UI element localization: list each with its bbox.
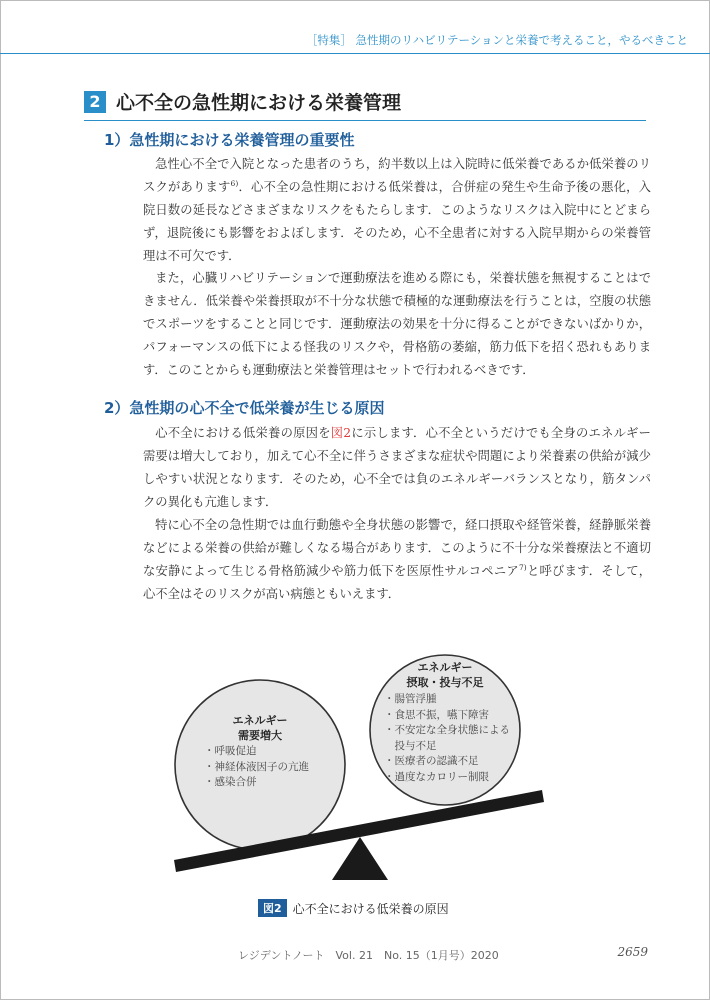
page-number: 2659: [617, 945, 648, 959]
paragraph-1-text-a: 急性心不全で入院となった患者のうち，約半数以上は入院時に低栄養であるか低栄養のリスクがあります: [143, 157, 651, 194]
intake-item: ・不安定な全身状態による: [384, 724, 510, 736]
paragraph-1-text-b: ．心不全の急性期における低栄養は，合併症の発生や生命予後の悪化，入院日数の延長などさまざまなリスクをもたらします．このようなリスクは入院中にとどまらず，退院後にも影響をおよぼします．そのため，心不全患者に対する入院早期からの栄養管理は不可欠です．: [143, 179, 651, 263]
citation-7: 7): [518, 562, 527, 572]
demand-title: [220, 713, 300, 743]
figure-number-badge: 図2: [258, 899, 287, 917]
section-title: 心不全の急性期における栄養管理: [116, 92, 402, 114]
intake-title-line1: エネルギー: [417, 661, 473, 674]
figure-reference-link[interactable]: 図2: [330, 426, 352, 440]
citation-6: 6): [230, 178, 239, 188]
section-number: 2: [84, 91, 106, 113]
demand-item: ・呼吸促迫: [204, 745, 257, 757]
paragraph-4-text-a: 特に心不全の急性期では血行動態や全身状態の影響で，経口摂取や経管栄養，経静脈栄養などによる栄養の供給が難しくなる場合があります．このように不十分な栄養療法と不適切な安静によって生じる骨格筋減少や筋力低下を: [143, 518, 651, 578]
paragraph-3: [143, 422, 651, 514]
intake-item: ・腸管浮腫: [384, 693, 437, 705]
balance-figure: [160, 640, 560, 900]
intake-list: [384, 692, 510, 785]
figure-caption: [258, 899, 449, 917]
demand-title-line2: 需要増大: [238, 729, 282, 742]
journal-footer: レジデントノート Vol. 21 No. 15（1月号）2020: [238, 949, 499, 962]
intake-item: ・過度なカロリー制限: [384, 770, 489, 783]
intake-item: ・医療者の認識不足: [384, 755, 479, 767]
header-rule: [0, 53, 710, 54]
demand-list: [204, 744, 309, 791]
paragraph-4: [143, 514, 651, 606]
header-title: 急性期のリハビリテーションと栄養で考えること，やるべきこと: [355, 33, 688, 47]
paragraph-2: [143, 267, 651, 382]
paragraph-4-text-b: と呼びます．そして，心不全はそのリスクが高い病態ともいえます．: [143, 563, 651, 601]
key-term: 医原性サルコペニア: [406, 563, 519, 578]
demand-item: ・神経体液因子の亢進: [204, 760, 309, 773]
intake-title: [395, 660, 495, 690]
header-tag: ［特集］: [305, 33, 352, 47]
paragraph-3-text-a: 心不全における低栄養の原因を: [155, 426, 331, 440]
subsection-1-title: 1）急性期における栄養管理の重要性: [104, 131, 355, 149]
paragraph-2-text: また，心臓リハビリテーションで運動療法を進める際にも，栄養状態を無視することはできません．低栄養や栄養摂取が不十分な状態で積極的な運動療法を行うことは，空腹の状態でスポーツをすることと同じです．運動療法の効果を十分に得ることができないばかりか，パフォーマンスの低下による怪我のリスクや，骨格筋の萎縮，筋力低下を招く恐れもあります．このことからも運動療法と栄養管理はセットで行われるべきです．: [143, 271, 651, 377]
demand-item: ・感染合併: [204, 776, 257, 788]
intake-item: ・食思不振，嚥下障害: [384, 708, 489, 721]
paragraph-1: [143, 153, 651, 268]
intake-item: 投与不足: [384, 739, 437, 752]
fulcrum-triangle: [332, 837, 388, 880]
demand-title-line1: エネルギー: [232, 714, 288, 727]
running-header: [306, 32, 688, 48]
subsection-2-title: 2）急性期の心不全で低栄養が生じる原因: [104, 399, 385, 417]
section-rule: [84, 120, 646, 121]
section-heading: [84, 88, 401, 115]
figure-caption-text: 心不全における低栄養の原因: [292, 901, 449, 916]
intake-title-line2: 摂取・投与不足: [406, 676, 484, 689]
paragraph-3-text-b: に示します．心不全というだけでも全身のエネルギー需要は増大しており，加えて心不全に伴うさまざまな症状や問題により栄養素の供給が減少しやすい状況となります．そのため，心不全では負のエネルギーバランスとなり，筋タンパクの異化も亢進します．: [143, 426, 651, 509]
